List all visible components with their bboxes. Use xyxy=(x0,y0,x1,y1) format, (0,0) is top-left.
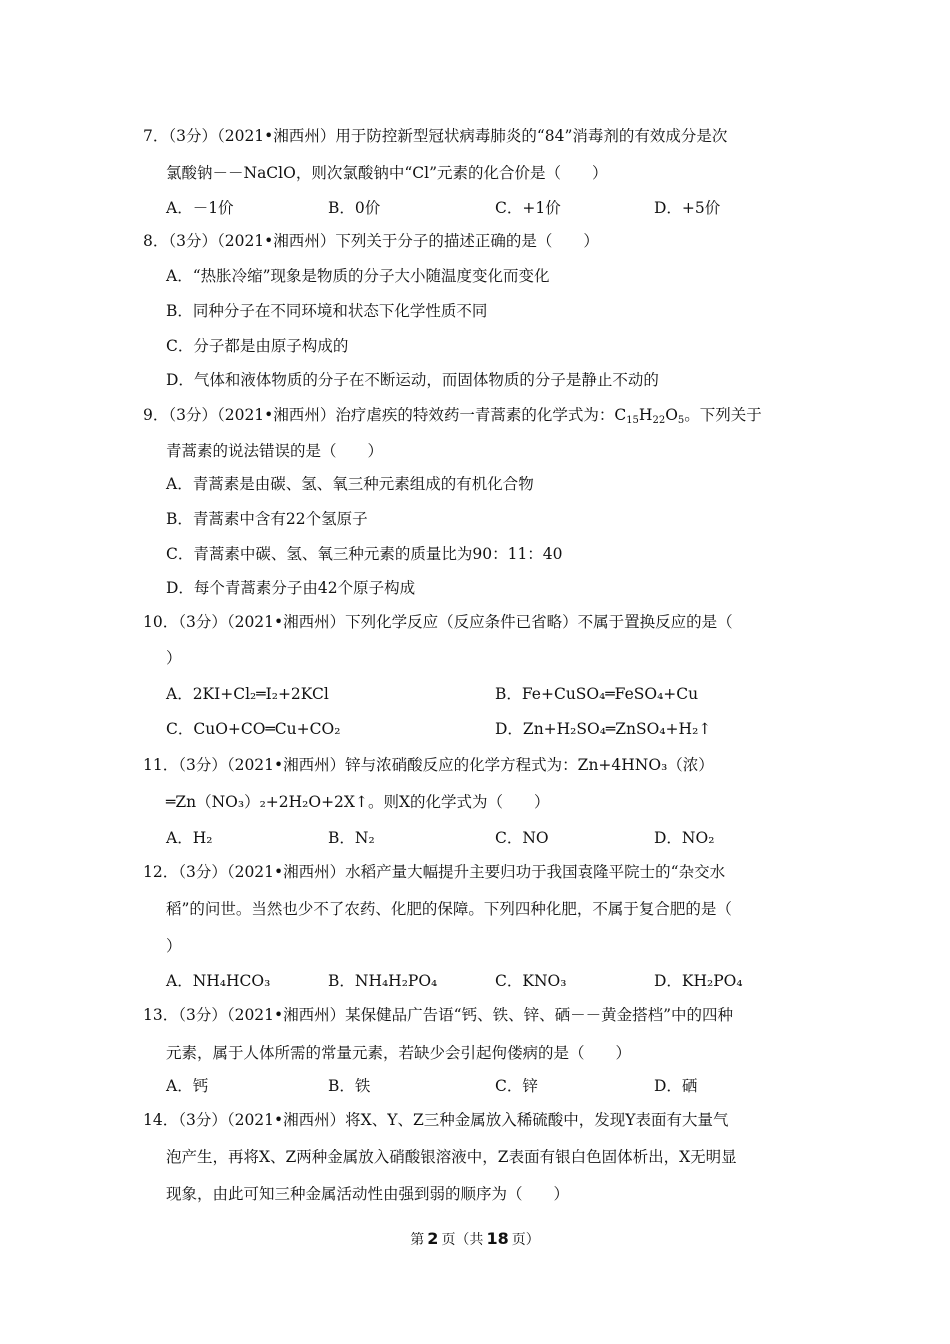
q9-stem-prefix: 9．（3分）（2021•湘西州）治疗虐疾的特效药一青蒿素的化学式为：C xyxy=(143,406,627,424)
q10-option-b: B．Fe+CuSO₄═FeSO₄+Cu xyxy=(495,685,699,703)
q10-stem-line1: 10．（3分）（2021•湘西州）下列化学反应（反应条件已省略）不属于置换反应的是（ xyxy=(143,613,733,631)
q7-option-d: D．+5价 xyxy=(654,199,721,217)
q11-option-c: C．NO xyxy=(495,829,549,847)
q13-option-d: D．硒 xyxy=(654,1077,698,1095)
q8-option-a: A．“热胀冷缩”现象是物质的分子大小随温度变化而变化 xyxy=(166,267,550,285)
q12-option-d: D．KH₂PO₄ xyxy=(654,972,743,990)
q12-option-a: A．NH₄HCO₃ xyxy=(166,972,271,990)
q11-stem-line1: 11．（3分）（2021•湘西州）锌与浓硝酸反应的化学方程式为：Zn+4HNO₃（浓） xyxy=(143,756,714,774)
q11-stem-line2: ═Zn（NO₃）₂+2H₂O+2X↑。则X的化学式为（ ） xyxy=(166,793,550,811)
footer-suffix: 页） xyxy=(511,1232,540,1248)
footer-prefix: 第 xyxy=(410,1232,425,1248)
footer-middle: 页（共 xyxy=(441,1232,484,1248)
q9-stem-line1 xyxy=(143,405,762,425)
q10-option-a: A．2KI+Cl₂═I₂+2KCl xyxy=(166,685,329,703)
q13-stem-line2: 元素，属于人体所需的常量元素，若缺少会引起佝偻病的是（ ） xyxy=(166,1044,632,1062)
q12-stem-line2: 稻”的问世。当然也少不了农药、化肥的保障。下列四种化肥，不属于复合肥的是（ xyxy=(166,900,732,918)
q9-formula-sub-o: 5 xyxy=(677,415,685,426)
q11-option-d: D．NO₂ xyxy=(654,829,715,847)
q9-option-d: D．每个青蒿素分子由42个原子构成 xyxy=(166,579,416,597)
q9-option-a: A．青蒿素是由碳、氢、氧三种元素组成的有机化合物 xyxy=(166,475,534,493)
q9-formula-sub-c: 15 xyxy=(626,415,639,426)
q12-stem-line1: 12．（3分）（2021•湘西州）水稻产量大幅提升主要归功于我国袁隆平院士的“杂交水 xyxy=(143,863,726,881)
q8-option-b: B．同种分子在不同环境和状态下化学性质不同 xyxy=(166,302,488,320)
q9-formula-h: H xyxy=(638,406,653,424)
q13-option-a: A．钙 xyxy=(166,1077,209,1095)
q7-option-a: A．－1价 xyxy=(166,199,234,217)
q8-stem-line1: 8．（3分）（2021•湘西州）下列关于分子的描述正确的是（ ） xyxy=(143,232,599,250)
q11-option-b: B．N₂ xyxy=(328,829,375,847)
q10-option-d: D．Zn+H₂SO₄═ZnSO₄+H₂↑ xyxy=(495,720,712,738)
q9-option-b: B．青蒿素中含有22个氢原子 xyxy=(166,510,368,528)
q14-stem-line2: 泡产生，再将X、Z两种金属放入硝酸银溶液中，Z表面有银白色固体析出，X无明显 xyxy=(166,1148,737,1166)
q7-stem-line1: 7．（3分）（2021•湘西州）用于防控新型冠状病毒肺炎的“84”消毒剂的有效成分是次 xyxy=(143,127,728,145)
q13-stem-line1: 13．（3分）（2021•湘西州）某保健品广告语“钙、铁、锌、硒－－黄金搭档”中的四种 xyxy=(143,1006,734,1024)
q9-formula-o: O xyxy=(665,406,678,424)
q9-stem-line2: 青蒿素的说法错误的是（ ） xyxy=(166,442,384,460)
q14-stem-line1: 14．（3分）（2021•湘西州）将X、Y、Z三种金属放入稀硫酸中，发现Y表面有大量气 xyxy=(143,1111,729,1129)
q12-stem-line3: ） xyxy=(166,937,182,955)
q12-option-c: C．KNO₃ xyxy=(495,972,567,990)
page-footer xyxy=(0,1229,950,1249)
q8-option-d: D．气体和液体物质的分子在不断运动，而固体物质的分子是静止不动的 xyxy=(166,371,659,389)
q7-option-c: C．+1价 xyxy=(495,199,561,217)
q8-option-c: C．分子都是由原子构成的 xyxy=(166,337,349,355)
q13-option-b: B．铁 xyxy=(328,1077,371,1095)
q7-stem-line2: 氯酸钠－－NaClO，则次氯酸钠中“Cl”元素的化合价是（ ） xyxy=(166,164,608,182)
footer-page-number: 2 xyxy=(427,1229,439,1248)
q10-option-c: C．CuO+CO═Cu+CO₂ xyxy=(166,720,341,738)
q14-stem-line3: 现象，由此可知三种金属活动性由强到弱的顺序为（ ） xyxy=(166,1185,570,1203)
q7-option-b: B．0价 xyxy=(328,199,381,217)
q10-stem-line2: ） xyxy=(166,649,182,667)
q9-stem-suffix: 。下列关于 xyxy=(684,406,762,424)
q9-option-c: C．青蒿素中碳、氢、氧三种元素的质量比为90：11：40 xyxy=(166,545,563,563)
q11-option-a: A．H₂ xyxy=(166,829,213,847)
q12-option-b: B．NH₄H₂PO₄ xyxy=(328,972,438,990)
footer-total-pages: 18 xyxy=(486,1229,509,1248)
q13-option-c: C．锌 xyxy=(495,1077,538,1095)
q9-formula-sub-h: 22 xyxy=(652,415,666,426)
